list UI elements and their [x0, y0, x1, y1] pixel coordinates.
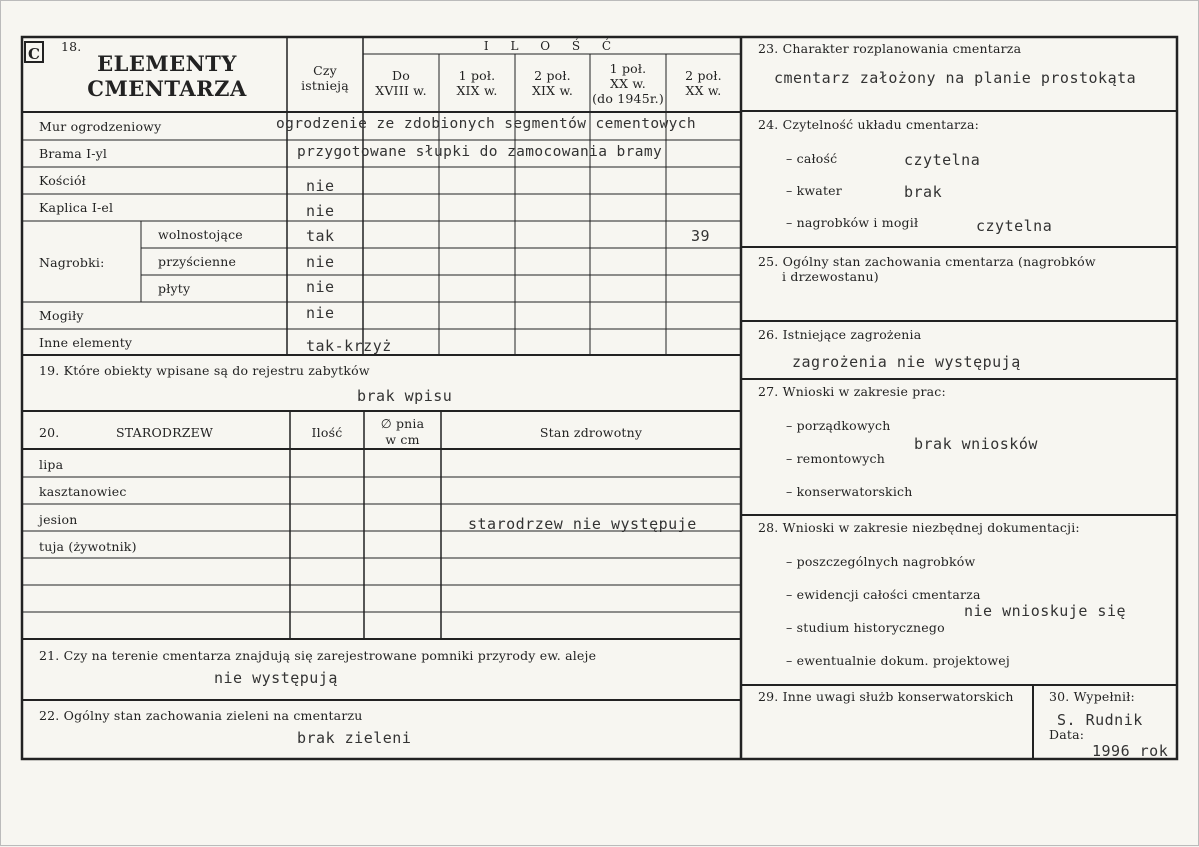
legibility-graves-value: czytelna [976, 217, 1053, 235]
section-28-label: 28. Wnioski w zakresie niezbędnej dokumentacji: [758, 520, 1080, 535]
row-label-graves: Nagrobki: [39, 255, 105, 270]
period-4-line1: 1 poł. [609, 61, 647, 76]
period-3-line1: 2 poł. [534, 68, 571, 83]
row-label-mounds: Mogiły [39, 308, 84, 323]
date-value: 1996 rok [1092, 742, 1169, 760]
section-22-label: 22. Ogólny stan zachowania zieleni na cmentarzu [39, 708, 363, 723]
row-label-slabs: płyty [158, 281, 191, 296]
period-3-line2: XIX w. [531, 83, 574, 98]
col-trunk-line1: ∅ pnia [380, 416, 425, 431]
section-25-label-line2: i drzewostanu) [782, 269, 879, 284]
legibility-graves-label: – nagrobków i mogił [786, 215, 919, 230]
period-1-line2: XVIII w. [375, 83, 427, 98]
row-label-chapel: Kaplica I-el [39, 200, 114, 215]
section-27-value: brak wniosków [914, 435, 1038, 453]
section-30-label: 30. Wypełnił: [1049, 689, 1135, 704]
section-20-number: 20. [39, 425, 60, 440]
typed-freestanding: tak [306, 227, 335, 245]
typed-mounds: nie [306, 304, 335, 322]
tree-row-1: lipa [39, 457, 64, 472]
section-20-value: starodrzew nie występuje [468, 515, 697, 533]
row-label-gate: Brama I-yl [39, 146, 108, 161]
typed-wall-mounted: nie [306, 253, 335, 271]
legibility-plots-label: – kwater [786, 183, 842, 198]
period-4-line2: XX w. [610, 76, 646, 91]
typed-freestanding-count: 39 [691, 227, 711, 245]
section-23-label: 23. Charakter rozplanowania cmentarza [758, 41, 1022, 56]
tree-row-3: jesion [39, 512, 78, 527]
col-health: Stan zdrowotny [539, 425, 643, 440]
doc-graves-label: – poszczególnych nagrobków [786, 554, 976, 569]
typed-gate: przygotowane słupki do zamocowania bramy [297, 144, 663, 160]
typed-other: tak-krzyż [306, 337, 392, 355]
typed-wall: ogrodzenie ze zdobionych segmentów cementowych [276, 116, 696, 132]
doc-records-label: – ewidencji całości cmentarza [786, 587, 981, 602]
typed-slabs: nie [306, 278, 335, 296]
section-26-value: zagrożenia nie występują [792, 353, 1021, 371]
doc-history-label: – studium historycznego [786, 620, 945, 635]
section-27-label: 27. Wnioski w zakresie prac: [758, 384, 946, 399]
period-2-line2: XIX w. [456, 83, 498, 98]
section-19-label: 19. Które obiekty wpisane są do rejestru zabytków [39, 363, 370, 378]
filled-by-name: S. Rudnik [1057, 711, 1143, 729]
typed-chapel: nie [306, 202, 335, 220]
period-1-line1: Do [392, 68, 410, 83]
period-5-line1: 2 poł. [685, 68, 722, 83]
section-18-title-line1: ELEMENTY [97, 51, 237, 76]
section-19-value: brak wpisu [357, 387, 453, 405]
col-exists-line2: istnieją [301, 78, 349, 93]
section-23-value: cmentarz założony na planie prostokąta [774, 69, 1137, 87]
row-label-wall-mounted: przyścienne [158, 254, 237, 269]
works-repair-label: – remontowych [786, 451, 885, 466]
section-18-number: 18. [61, 39, 82, 54]
col-trunk-line2: w cm [385, 432, 420, 447]
section-25-label-line1: 25. Ogólny stan zachowania cmentarza (nagrobków [758, 254, 1096, 269]
tree-row-4: tuja (żywotnik) [39, 539, 137, 554]
works-conservation-label: – konserwatorskich [786, 484, 913, 499]
section-21-label: 21. Czy na terenie cmentarza znajdują się zarejestrowane pomniki przyrody ew. aleje [39, 648, 597, 663]
section-20-title: STARODRZEW [116, 425, 213, 440]
typed-church: nie [306, 177, 335, 195]
col-exists-line1: Czy [313, 63, 337, 78]
period-5-line2: XX w. [685, 83, 722, 98]
legibility-plots-value: brak [904, 183, 943, 201]
tree-row-2: kasztanowiec [39, 484, 127, 499]
section-c-box: C [24, 41, 44, 63]
date-label: Data: [1049, 727, 1085, 742]
legibility-whole-value: czytelna [904, 151, 981, 169]
doc-project-label: – ewentualnie dokum. projektowej [786, 653, 1010, 668]
section-22-value: brak zieleni [297, 729, 412, 747]
quantity-header: I L O Ś Ć [483, 39, 621, 53]
row-label-freestanding: wolnostojące [158, 227, 243, 242]
row-label-wall: Mur ogrodzeniowy [39, 119, 162, 134]
section-29-label: 29. Inne uwagi służb konserwatorskich [758, 689, 1014, 704]
section-18-title-line2: CMENTARZA [87, 76, 247, 101]
works-cleaning-label: – porządkowych [786, 418, 891, 433]
section-26-label: 26. Istniejące zagrożenia [758, 327, 922, 342]
legibility-whole-label: – całość [786, 151, 838, 166]
period-2-line1: 1 poł. [458, 68, 496, 83]
col-tree-count: Ilość [311, 425, 343, 440]
row-label-church: Kościół [39, 173, 86, 188]
section-28-value: nie wnioskuje się [964, 602, 1127, 620]
section-24-label: 24. Czytelność układu cmentarza: [758, 117, 980, 132]
period-4-line3: (do 1945r.) [592, 91, 664, 106]
row-label-other: Inne elementy [39, 335, 133, 350]
section-21-value: nie występują [214, 669, 338, 687]
